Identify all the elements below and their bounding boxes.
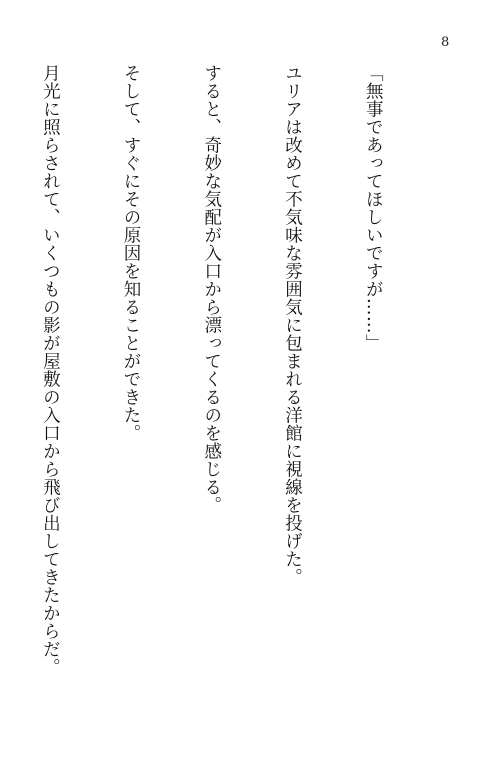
text-line: そして、すぐにその原因を知ることができた。 (121, 64, 142, 442)
page-number: 8 (441, 35, 450, 50)
text-line: ユリアは改めて不気味な雰囲気に包まれる洋館に視線を投げた。 (282, 64, 303, 586)
text-line: 「無事であってほしいですが……」 (363, 64, 384, 352)
text-line: すると、奇妙な気配が入口から漂ってくるのを感じる。 (201, 64, 222, 514)
text-line: 月光に照らされて、いくつもの影が屋敷の入口から飛び出してきたからだ。 (40, 64, 61, 676)
vertical-text-body (0, 64, 440, 676)
